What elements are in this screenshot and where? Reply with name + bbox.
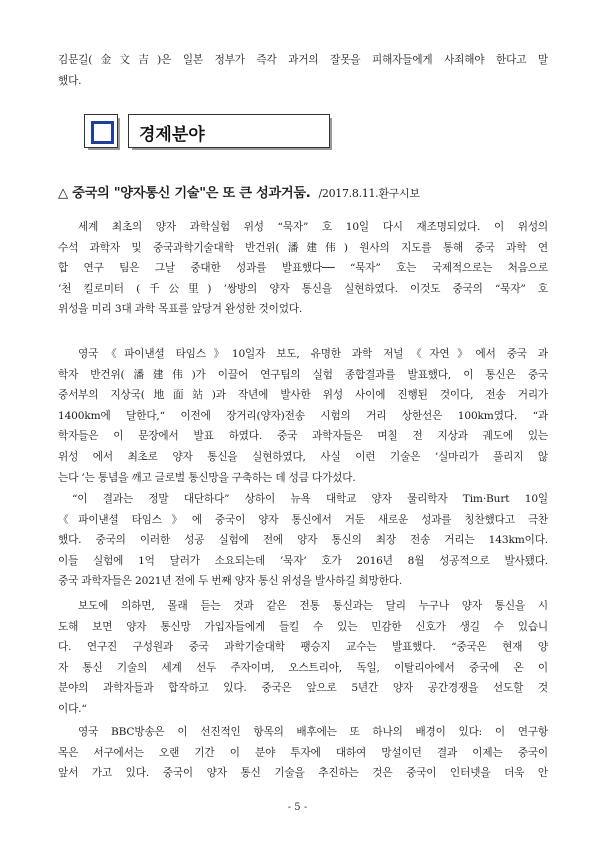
paragraph-2 xyxy=(58,344,548,488)
text-line: 다. 연구진 구성원과 중국 과학기술대학 팽승지 교수는 발표했다. “중국은 현재 양 xyxy=(58,641,548,654)
text-line: 했다. xyxy=(58,74,82,87)
text-line: 영국 BBC방송은 이 선진적인 항목의 배후에는 또 하나의 배경이 있다: 이 연구항 xyxy=(78,726,548,738)
text-line: 세계 최초의 양자 과학실험 위성 “묵자” 호 10일 다시 재조명되었다. 이 위성의 xyxy=(78,221,548,233)
text-line: 학자들은 이 문장에서 발표 하였다. 중국 과학자들은 며칠 전 지상과 궤도에 있는 xyxy=(58,430,548,443)
text-line: 앞서 가고 있다. 중국이 양자 통신 기술을 추진하는 것은 중국이 인터넷을 더욱 안 xyxy=(58,767,548,780)
text-line: 영국《파이낸셜 타임스》10일자 보도, 유명한 과학 저널《자연》에서 중국 과 xyxy=(78,348,548,360)
text-line: 1400km에 달한다,“ 이전에 장거리(양자)전송 시험의 거리 상한선은 100km였다. “과 xyxy=(58,409,548,422)
text-line: 수석 과학자 및 중국과학기술대학 반건위(潘建伟) 원사의 지도를 통해 중국 과학 연 xyxy=(58,241,548,254)
checkbox-frame xyxy=(84,114,118,148)
text-line: 했다. 중국의 이러한 성공 실험에 전에 양자 통신의 최장 전송 거리는 143km이다. xyxy=(58,534,548,547)
section-title: 경제분야 xyxy=(139,125,205,145)
text-line: 도해 보면 양자 통신망 가입자들에게 들킬 수 있는 민감한 신호가 생길 수 있습니 xyxy=(58,620,548,633)
text-line: ’천 킬로미터 (千公里) ’쌍방의 양자 통신을 실현하였다. 이것도 중국의 “묵자” 호 xyxy=(58,282,548,295)
article-headline xyxy=(58,182,558,201)
headline-source-date: /2017.8.11.환구시보 xyxy=(318,187,420,200)
text-line: 위성을 미리 3대 과학 목표를 앞당겨 완성한 것이었다. xyxy=(58,303,303,316)
paragraph-5 xyxy=(58,722,548,784)
text-line: 자 통신 기술의 세계 선두 주자이며, 오스트리아, 독일, 이탈리아에서 중국에 온 이 xyxy=(58,661,548,674)
text-line: 는다 ’는 통념을 깨고 글로벌 통신망을 구축하는 데 성큼 다가섰다. xyxy=(58,471,356,484)
text-line: 위성 에서 최초로 양자 통신을 실현하였다, 사실 이런 기술은 ’실마리가 풀리지 않 xyxy=(58,450,548,463)
text-line: 중국 과학자들은 2021년 전에 두 번째 양자 통신 위성을 발사하길 희망한다. xyxy=(58,575,403,588)
paragraph-4 xyxy=(58,596,548,720)
text-line: 김문길(金文吉)은 일본 정부가 즉각 과거의 잘못을 피해자들에게 사죄해야 한다고 말 xyxy=(58,54,548,66)
text-line: 이다.“ xyxy=(58,702,87,715)
text-line: 중서부의 지상국(地面站)과 작년에 발사한 위성 사이에 진행된 것이다, 전송 거리가 xyxy=(58,389,548,402)
checkbox-icon xyxy=(91,121,114,144)
text-line: “이 결과는 정말 대단하다” 상하이 뉴욕 대학교 양자 물리학자 Tim·Burt 10일 xyxy=(72,493,548,505)
paragraph-3 xyxy=(58,489,548,592)
text-line: 분야의 과학자들과 합작하고 있다. 중국은 앞으로 5년간 양자 공간경쟁을 선도할 것 xyxy=(58,682,548,695)
text-line: 보도에 의하면, 몰래 듣는 것과 같은 전통 통신과는 달리 누구나 양자 통신을 시 xyxy=(78,600,548,612)
text-line: 이들 실험에 1억 달러가 소요되는데 ’묵자’ 호가 2016년 8월 성공적으로 발사됐다. xyxy=(58,554,548,567)
paragraph-1 xyxy=(58,217,548,320)
section-title-box xyxy=(128,114,330,148)
intro-paragraph xyxy=(58,50,548,91)
page-number: - 5 - xyxy=(287,802,308,813)
text-line: 학자 반건위(潘建伟)가 이끌어 연구팀의 실험 종합결과를 발표했다, 이 통신은 중국 xyxy=(58,368,548,381)
section-header xyxy=(84,114,334,150)
headline-text: △ 중국의 "양자통신 기술"은 또 큰 성과거둠. xyxy=(58,186,311,201)
text-line: 합 연구 팀은 그날 중대한 성과를 발표했다── “묵자” 호는 국제적으로는 처음으로 xyxy=(58,262,548,275)
text-line: 《파이낸셜 타임스》에 중국이 양자 통신에서 거둔 새로운 성과를 칭찬했다고 극찬 xyxy=(58,513,548,526)
text-line: 목은 서구에서는 오랜 기간 이 분야 투자에 대하여 망설이던 결과 이제는 중국이 xyxy=(58,746,548,759)
